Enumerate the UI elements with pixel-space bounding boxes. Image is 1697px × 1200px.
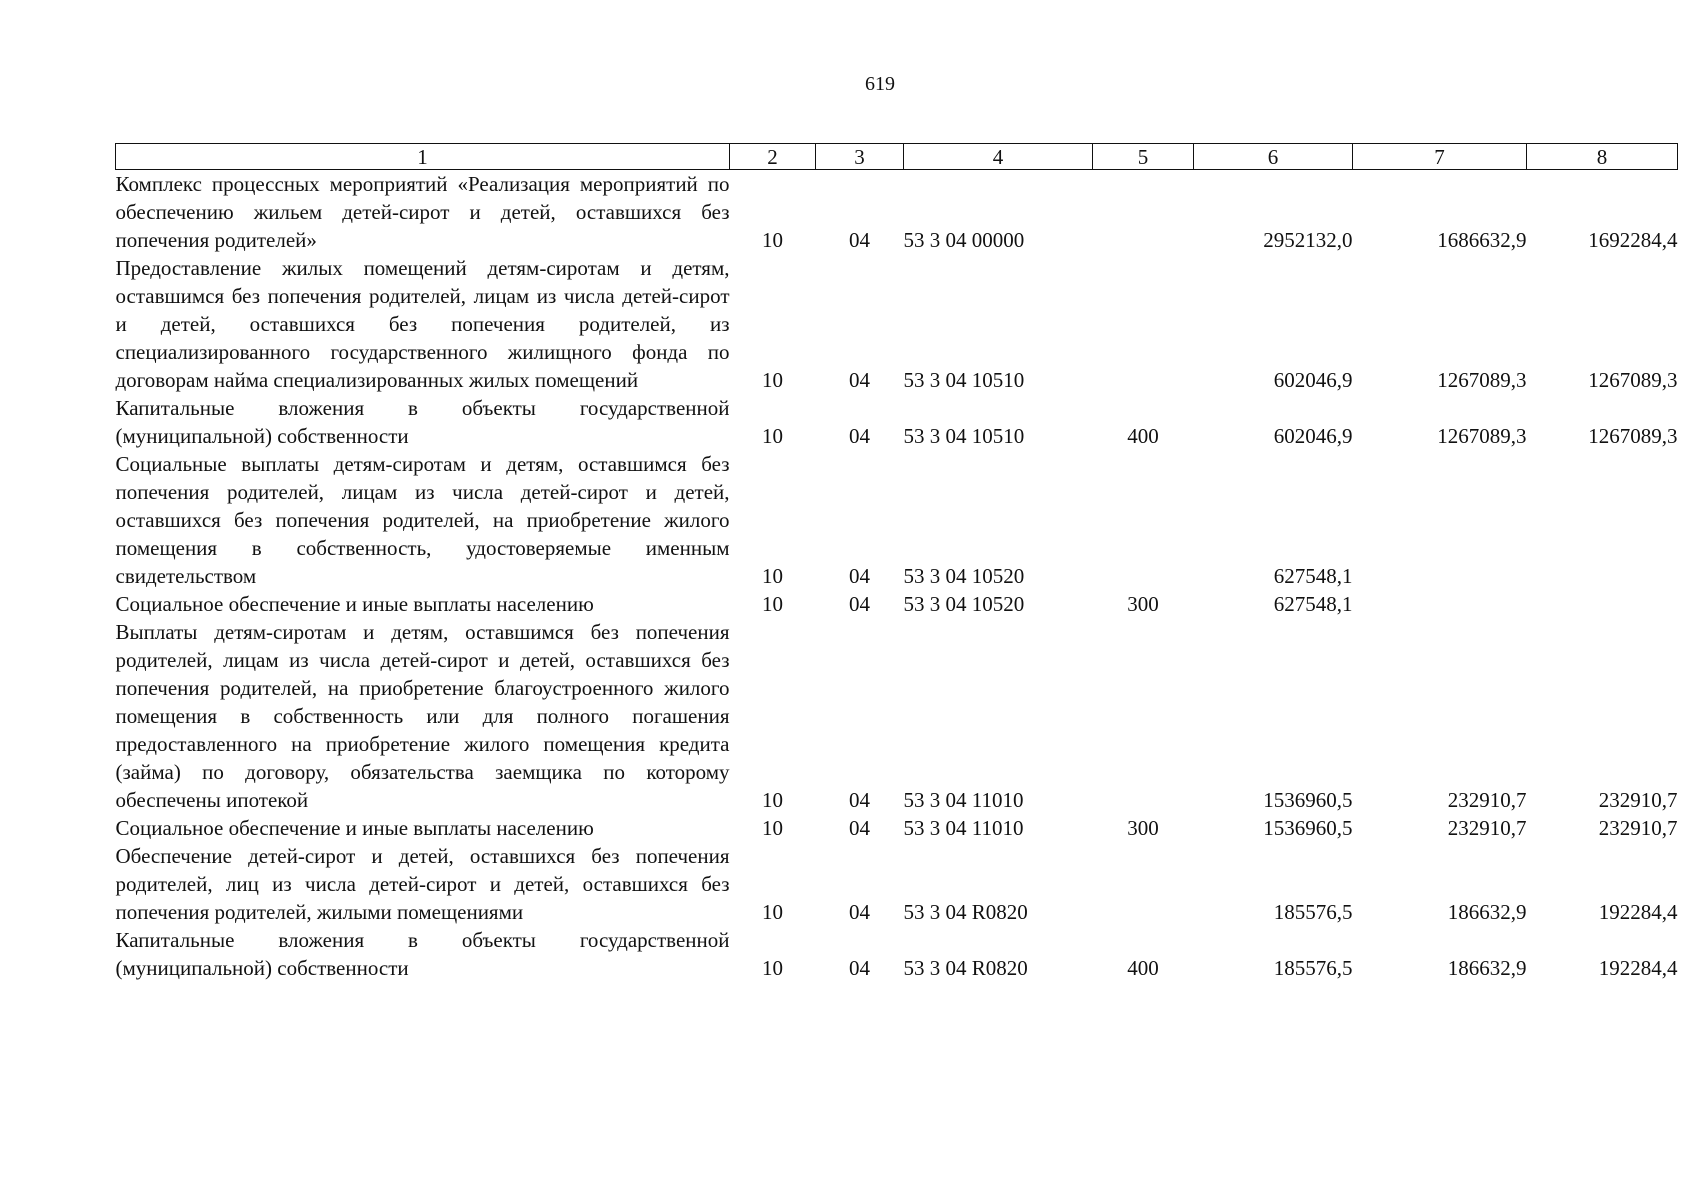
row-target-article: 53 3 04 10510 xyxy=(903,368,1025,392)
row-expense-type: 300 xyxy=(1127,592,1159,616)
row-amount-col8 xyxy=(1527,590,1678,618)
row-name: Капитальные вложения в объекты государственной (муниципальной) собственности xyxy=(115,396,730,448)
row-amount-col8: 192284,4 xyxy=(1598,900,1678,924)
row-amount-col6: 185576,5 xyxy=(1273,956,1353,980)
row-name: Капитальные вложения в объекты государственной (муниципальной) собственности xyxy=(115,928,730,980)
row-section: 10 xyxy=(762,368,783,392)
row-target-article: 53 3 04 10520 xyxy=(903,592,1025,616)
budget-table xyxy=(115,143,1678,982)
row-expense-type xyxy=(1093,842,1194,926)
row-amount-col7: 186632,9 xyxy=(1447,956,1527,980)
row-amount-col7: 1267089,3 xyxy=(1437,424,1527,448)
row-name: Предоставление жилых помещений детям-сиротам и детям, оставшимся без попечения родителей, лицам из числа детей-сирот и детей, оставшихся без попечения родителей, из специализированного государственного жилищного фонда по договорам найма специализированных жилых помещений xyxy=(115,256,730,392)
row-amount-col6: 2952132,0 xyxy=(1263,228,1353,252)
row-section: 10 xyxy=(762,788,783,812)
column-header-6: 6 xyxy=(1194,144,1353,170)
row-target-article: 53 3 04 00000 xyxy=(903,228,1025,252)
table-row xyxy=(116,394,1678,450)
row-section: 10 xyxy=(762,956,783,980)
row-target-article: 53 3 04 R0820 xyxy=(903,900,1028,924)
row-target-article: 53 3 04 10510 xyxy=(903,424,1025,448)
table-row xyxy=(116,842,1678,926)
column-header-4: 4 xyxy=(904,144,1093,170)
table-row xyxy=(116,170,1678,255)
row-expense-type: 300 xyxy=(1127,816,1159,840)
table-row xyxy=(116,590,1678,618)
column-header-2: 2 xyxy=(730,144,816,170)
column-header-5: 5 xyxy=(1093,144,1194,170)
row-amount-col8: 232910,7 xyxy=(1598,816,1678,840)
page-number: 619 xyxy=(865,73,895,95)
row-amount-col8: 1692284,4 xyxy=(1588,228,1678,252)
row-amount-col8: 1267089,3 xyxy=(1588,368,1678,392)
row-amount-col7: 186632,9 xyxy=(1447,900,1527,924)
row-amount-col6: 627548,1 xyxy=(1273,592,1353,616)
row-section: 10 xyxy=(762,900,783,924)
row-name: Социальные выплаты детям-сиротам и детям, оставшимся без попечения родителей, лицам из числа детей-сирот и детей, оставшихся без попечения родителей, на приобретение жилого помещения в собственность, удостоверяемые именным свидетельством xyxy=(115,452,730,588)
row-subsection: 04 xyxy=(849,228,870,252)
row-name: Комплекс процессных мероприятий «Реализация мероприятий по обеспечению жильем детей-сирот и детей, оставшихся без попечения родителей» xyxy=(115,172,730,252)
row-target-article: 53 3 04 11010 xyxy=(903,788,1024,812)
row-section: 10 xyxy=(762,564,783,588)
row-amount-col7 xyxy=(1353,450,1527,590)
row-target-article: 53 3 04 R0820 xyxy=(903,956,1028,980)
row-subsection: 04 xyxy=(849,424,870,448)
row-amount-col8: 1267089,3 xyxy=(1588,424,1678,448)
row-amount-col6: 602046,9 xyxy=(1273,424,1353,448)
row-amount-col8 xyxy=(1527,450,1678,590)
row-amount-col6: 1536960,5 xyxy=(1263,816,1353,840)
row-expense-type: 400 xyxy=(1127,424,1159,448)
row-subsection: 04 xyxy=(849,368,870,392)
column-header-7: 7 xyxy=(1353,144,1527,170)
row-amount-col6: 602046,9 xyxy=(1273,368,1353,392)
row-amount-col8: 192284,4 xyxy=(1598,956,1678,980)
table-row xyxy=(116,814,1678,842)
row-subsection: 04 xyxy=(849,816,870,840)
table-row xyxy=(116,926,1678,982)
row-amount-col7: 1267089,3 xyxy=(1437,368,1527,392)
row-expense-type xyxy=(1093,450,1194,590)
column-header-3: 3 xyxy=(816,144,904,170)
table-row xyxy=(116,618,1678,814)
row-section: 10 xyxy=(762,592,783,616)
row-name: Социальное обеспечение и иные выплаты населению xyxy=(115,592,594,616)
row-name: Социальное обеспечение и иные выплаты населению xyxy=(115,816,594,840)
row-subsection: 04 xyxy=(849,956,870,980)
row-amount-col6: 185576,5 xyxy=(1273,900,1353,924)
column-header-8: 8 xyxy=(1527,144,1678,170)
row-amount-col7: 232910,7 xyxy=(1447,816,1527,840)
row-subsection: 04 xyxy=(849,592,870,616)
table-row xyxy=(116,254,1678,394)
row-amount-col6: 627548,1 xyxy=(1273,564,1353,588)
row-expense-type xyxy=(1093,170,1194,255)
row-section: 10 xyxy=(762,424,783,448)
row-expense-type xyxy=(1093,254,1194,394)
column-number-header-row xyxy=(116,144,1678,170)
column-header-1: 1 xyxy=(116,144,730,170)
row-name: Выплаты детям-сиротам и детям, оставшимся без попечения родителей, лицам из числа детей-сирот и детей, оставшихся без попечения родителей, на приобретение благоустроенного жилого помещения в собственность или для полного погашения предоставленного на приобретение жилого помещения кредита (займа) по договору, обязательства заемщика по которому обеспечены ипотекой xyxy=(115,620,730,812)
row-amount-col7 xyxy=(1353,590,1527,618)
row-section: 10 xyxy=(762,228,783,252)
row-amount-col7: 232910,7 xyxy=(1447,788,1527,812)
row-section: 10 xyxy=(762,816,783,840)
row-expense-type xyxy=(1093,618,1194,814)
row-target-article: 53 3 04 11010 xyxy=(903,816,1024,840)
row-subsection: 04 xyxy=(849,900,870,924)
table-row xyxy=(116,450,1678,590)
row-amount-col6: 1536960,5 xyxy=(1263,788,1353,812)
row-amount-col8: 232910,7 xyxy=(1598,788,1678,812)
row-expense-type: 400 xyxy=(1127,956,1159,980)
row-name: Обеспечение детей-сирот и детей, оставшихся без попечения родителей, лиц из числа детей-сирот и детей, оставшихся без попечения родителей, жилыми помещениями xyxy=(115,844,730,924)
row-target-article: 53 3 04 10520 xyxy=(903,564,1025,588)
row-subsection: 04 xyxy=(849,564,870,588)
row-amount-col7: 1686632,9 xyxy=(1437,228,1527,252)
row-subsection: 04 xyxy=(849,788,870,812)
